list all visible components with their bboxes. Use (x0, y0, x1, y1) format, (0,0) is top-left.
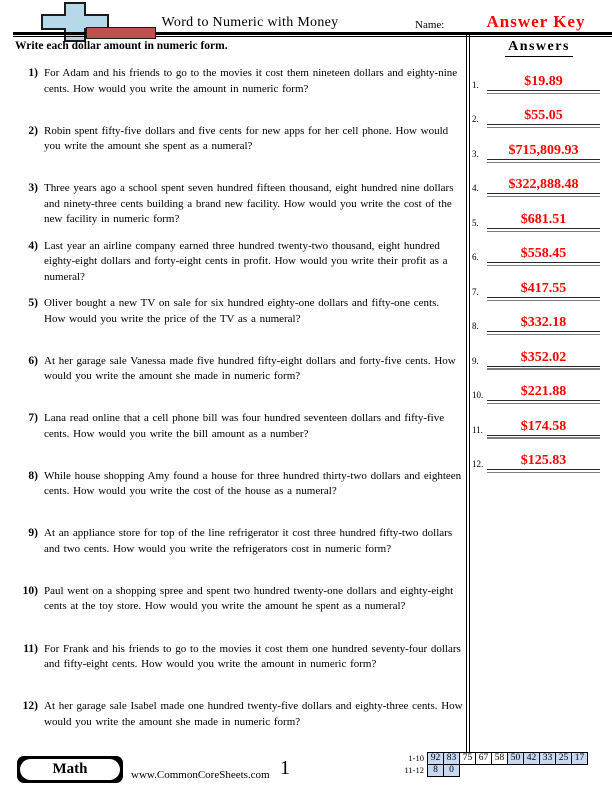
answer-value: $55.05 (524, 108, 563, 124)
answer-value: $558.45 (520, 246, 567, 262)
answer-number: 3. (472, 148, 479, 159)
score-cell: 58 (491, 752, 508, 765)
question-item (14, 296, 464, 327)
answer-item (472, 73, 600, 91)
score-row (398, 764, 588, 777)
answer-value: $221.88 (520, 384, 567, 400)
answer-value: $174.58 (520, 418, 567, 434)
question-item (14, 642, 464, 673)
question-text: At her garage sale Isabel made one hundred twenty-five dollars and eighty-three cents. How would you write the amount she made in numeric form? (44, 700, 463, 728)
answer-value: $681.51 (520, 211, 567, 227)
question-number: 6) (28, 354, 38, 367)
page-title: Word to Numeric with Money (161, 15, 339, 30)
instruction-text: Write each dollar amount in numeric form. (15, 40, 228, 52)
answers-heading: Answers (494, 37, 584, 57)
question-text: Last year an airline company earned three hundred twenty-two thousand, eight hundred eighty-eight dollars and forty-eight cents in profit. How would you write their profit as a numeral? (44, 239, 448, 283)
question-item (14, 699, 464, 730)
question-item (14, 239, 464, 286)
answer-blank-line[interactable] (487, 73, 600, 91)
question-item (14, 124, 464, 155)
score-cell: 33 (539, 752, 556, 765)
answer-number: 8. (472, 321, 479, 332)
page-number: 1 (280, 757, 290, 779)
score-cell: 25 (555, 752, 572, 765)
question-number: 8) (28, 469, 38, 482)
question-number: 1) (28, 67, 38, 79)
answer-number: 12. (472, 458, 484, 469)
question-text: At an appliance store for top of the line refrigerator it cost three hundred fifty-two dollars and two cents. How would you write the refrigerators cost in numeric form? (44, 527, 453, 555)
question-number: 10) (22, 584, 38, 597)
name-label: Name: (415, 19, 445, 31)
score-cell: 50 (507, 752, 524, 765)
answer-blank-line[interactable] (487, 383, 600, 401)
question-number: 7) (28, 412, 38, 425)
score-cell: 0 (443, 764, 460, 777)
answer-blank-line[interactable] (487, 314, 600, 332)
answer-item (472, 176, 600, 194)
subject-label: Math (20, 759, 120, 780)
answer-blank-line[interactable] (487, 211, 600, 229)
question-item (14, 354, 464, 385)
answer-item (472, 107, 600, 125)
answer-blank-line[interactable] (487, 418, 600, 436)
answer-blank-line[interactable] (487, 142, 600, 160)
question-number: 12) (22, 700, 38, 713)
answer-item (472, 383, 600, 401)
answer-value: $332.18 (520, 315, 567, 331)
answer-number: 9. (472, 355, 479, 366)
question-item (14, 469, 464, 500)
question-number: 2) (28, 124, 38, 137)
answer-value: $19.89 (524, 74, 563, 89)
score-cell: 83 (443, 752, 460, 765)
score-row-label: 1-10 (408, 753, 424, 763)
answer-blank-line[interactable] (487, 245, 600, 263)
subject-badge (17, 756, 123, 783)
answer-value: $125.83 (520, 452, 567, 468)
question-text: For Frank and his friends to go to the movies it cost them one hundred seventy-four dollars and fifty-eight cents. How would you write the amount in numeric form? (44, 642, 461, 670)
answer-item (472, 418, 600, 436)
question-item (14, 411, 464, 442)
score-cell: 75 (459, 752, 476, 765)
answer-number: 5. (472, 217, 479, 228)
score-cell: 42 (523, 752, 540, 765)
answer-number: 10. (472, 390, 484, 401)
answer-number: 4. (472, 183, 479, 194)
question-number: 4) (28, 239, 38, 252)
answer-item (472, 211, 600, 229)
question-text: Oliver bought a new TV on sale for six hundred eighty-one dollars and fifty-one cents. How would you write the price of the TV as a numeral? (44, 297, 440, 325)
answer-number: 6. (472, 252, 479, 263)
answer-item (472, 280, 600, 298)
score-table (398, 752, 588, 777)
answer-value: $322,888.48 (508, 177, 579, 193)
question-number: 11) (23, 642, 38, 655)
score-row-label: 11-12 (404, 765, 424, 775)
score-cell: 67 (475, 752, 492, 765)
question-text: Robin spent fifty-five dollars and five cents for new apps for her cell phone. How would you write the amount she spent as a numeral? (44, 124, 449, 153)
question-text: Three years ago a school spent seven hundred fifteen thousand, eight hundred nine dollars and ninety-three cents building a brand new facility. How would you write the cost of the new facility in numeric form? (44, 182, 454, 226)
question-text: At her garage sale Vanessa made five hundred fifty-eight dollars and forty-five cents. How would you write the amount she made in numeric form? (44, 354, 456, 383)
answers-divider (466, 35, 470, 755)
answer-number: 2. (472, 114, 479, 125)
question-text: While house shopping Amy found a house for three hundred thirty-two dollars and eighteen cents. How would you write the cost of the house as a numeral? (44, 469, 462, 498)
website-text: www.CommonCoreSheets.com (131, 769, 270, 781)
question-number: 9) (28, 527, 38, 540)
question-text: Lana read online that a cell phone bill was four hundred seventeen dollars and fifty-five cents. How would you write the bill amount as a number? (44, 412, 445, 440)
answer-item (472, 245, 600, 263)
score-cell: 8 (427, 764, 444, 777)
answer-number: 11. (472, 424, 483, 435)
question-item (14, 526, 464, 557)
answer-blank-line[interactable] (487, 107, 600, 125)
question-number: 3) (28, 182, 38, 195)
answer-blank-line[interactable] (487, 280, 600, 298)
answer-item (472, 349, 600, 367)
answer-value: $352.02 (520, 349, 567, 365)
answer-item (472, 142, 600, 160)
answer-number: 7. (472, 286, 479, 297)
score-cell: 17 (571, 752, 588, 765)
answer-blank-line[interactable] (487, 176, 600, 194)
answer-blank-line[interactable] (487, 452, 600, 470)
answer-number: 1. (472, 80, 479, 90)
question-text: For Adam and his friends to go to the movies it cost them nineteen dollars and eighty-nine cents. How would you write the amount in numeric form? (44, 67, 458, 95)
answer-key-text: Answer Key (486, 12, 586, 31)
question-item (14, 181, 464, 228)
question-number: 5) (28, 297, 38, 310)
question-text: Paul went on a shopping spree and spent two hundred twenty-one dollars and eighty-eight cents at the toy store. How would you write the amount he spent as a numeral? (44, 584, 454, 613)
question-item (14, 66, 464, 97)
answer-value: $715,809.93 (508, 142, 579, 158)
question-item (14, 584, 464, 615)
answer-item (472, 452, 600, 470)
answer-item (472, 314, 600, 332)
answer-blank-line[interactable] (487, 349, 600, 367)
score-cell: 92 (427, 752, 444, 765)
answer-value: $417.55 (520, 280, 567, 296)
